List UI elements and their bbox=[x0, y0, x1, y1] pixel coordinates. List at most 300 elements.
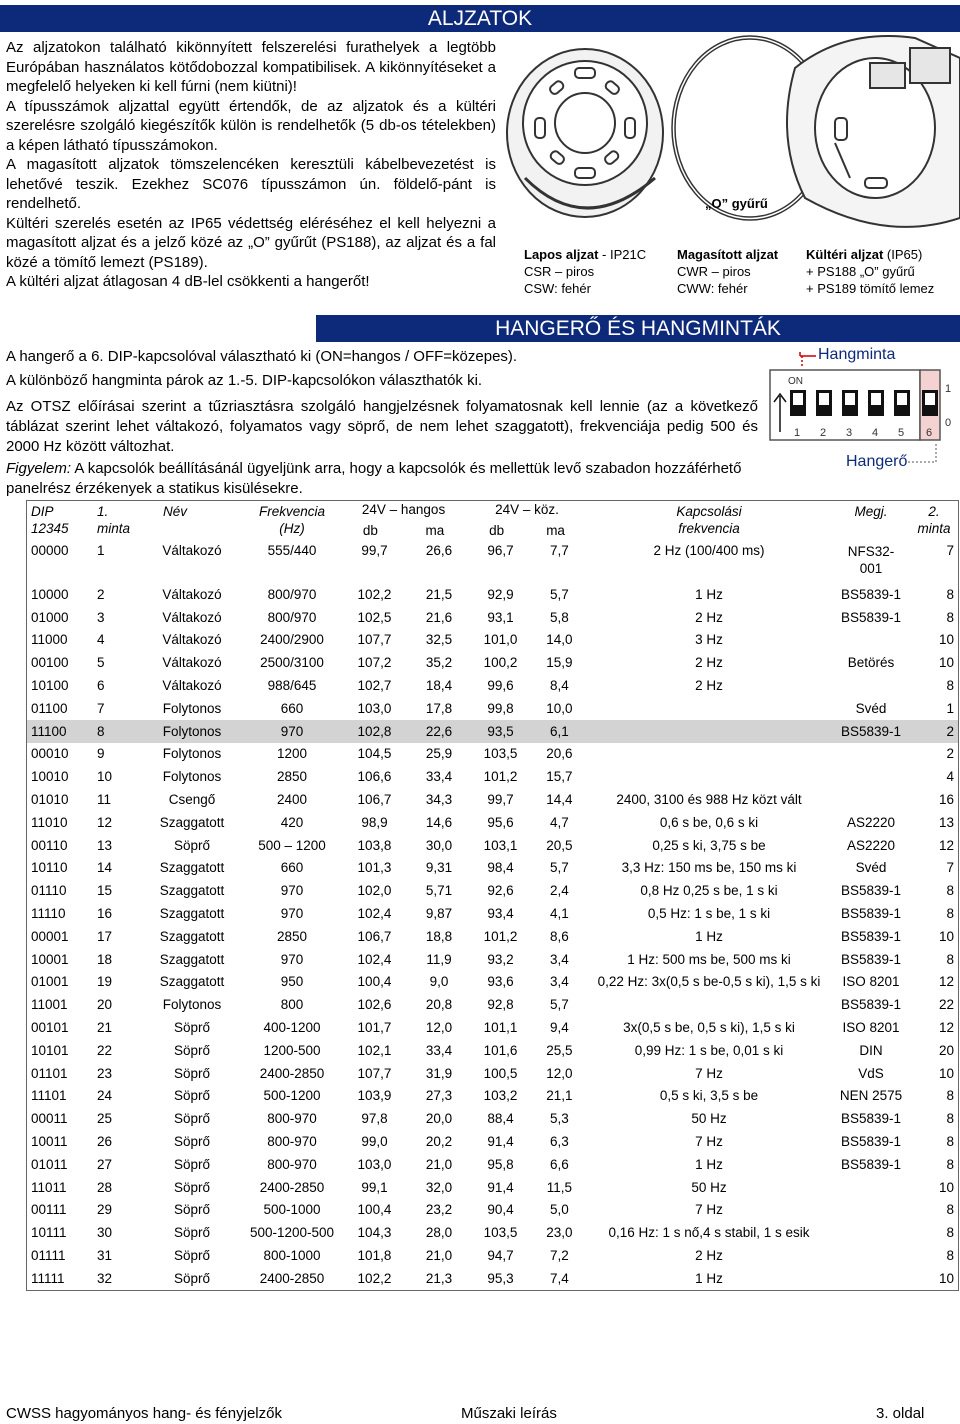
cell-ma-hangos: 9,87 bbox=[425, 906, 453, 922]
paragraph-block bbox=[6, 38, 496, 292]
cell-frekvencia: 500-1000 bbox=[263, 1202, 321, 1218]
dip-number-2: 2 bbox=[820, 427, 827, 439]
cell-minta1: 25 bbox=[97, 1111, 113, 1127]
cell-ma-hangos: 27,3 bbox=[425, 1088, 453, 1104]
cell-minta1: 10 bbox=[97, 769, 113, 785]
cell-dip: 10010 bbox=[31, 769, 69, 785]
cell-ma-koz: 12,0 bbox=[546, 1065, 573, 1081]
cell-megj: Betörés bbox=[847, 655, 895, 671]
caption-magasitott-line1: CWR – piros bbox=[677, 264, 751, 279]
cell-db-koz: 103,5 bbox=[483, 746, 518, 762]
cell-dip: 11101 bbox=[31, 1088, 67, 1104]
cell-db-hangos: 102,5 bbox=[357, 609, 392, 625]
paragraph-magasitott: A magasított aljzatok tömszelencéken keresztüli kábelbevezetést is lehetővé teszik. Ezekhez SC076 típusszámon ún. földelő-pánt is rendelhető. bbox=[6, 156, 496, 212]
cell-minta1: 3 bbox=[97, 609, 105, 625]
cell-db-koz: 93,2 bbox=[487, 951, 514, 967]
cell-dip: 00100 bbox=[31, 655, 69, 671]
cell-megj bbox=[832, 788, 910, 811]
cell-minta2: 4 bbox=[946, 769, 954, 785]
cell-kapcsolasi: 0,8 Hz 0,25 s be, 1 s ki bbox=[640, 883, 778, 899]
cell-dip: 00110 bbox=[31, 837, 68, 853]
cell-dip: 01100 bbox=[31, 700, 68, 716]
cell-ma-koz: 6,3 bbox=[550, 1134, 569, 1150]
cell-ma-koz: 8,4 bbox=[550, 678, 569, 694]
cell-minta2: 8 bbox=[946, 1134, 954, 1150]
caption-magasitott-line2: CWW: fehér bbox=[677, 281, 748, 296]
dip-number-3: 3 bbox=[846, 427, 853, 439]
cell-ma-koz: 5,3 bbox=[550, 1111, 569, 1127]
table-row bbox=[27, 720, 959, 743]
cell-db-hangos: 102,1 bbox=[357, 1042, 392, 1058]
cell-db-koz: 99,6 bbox=[487, 678, 514, 694]
cell-ma-koz: 21,1 bbox=[546, 1088, 573, 1104]
cell-db-koz: 93,5 bbox=[468, 720, 533, 743]
cell-minta1: 7 bbox=[97, 700, 105, 716]
cell-dip: 10110 bbox=[31, 860, 68, 876]
table-row bbox=[27, 971, 959, 994]
caption-lapos-line1: CSR – piros bbox=[524, 264, 595, 279]
cell-minta1: 20 bbox=[97, 997, 113, 1013]
cell-db-hangos: 102,2 bbox=[357, 1270, 392, 1286]
cell-minta2: 1 bbox=[946, 700, 954, 716]
col-header-minta1-l1: 1. bbox=[97, 504, 109, 519]
cell-db-hangos: 107,7 bbox=[357, 1065, 392, 1081]
cell-minta2: 8 bbox=[946, 1111, 954, 1127]
cell-ma-hangos: 20,2 bbox=[425, 1134, 453, 1150]
cell-db-koz: 88,4 bbox=[487, 1111, 514, 1127]
cell-megj: BS5839-1 bbox=[840, 951, 902, 967]
cell-ma-koz: 15,7 bbox=[546, 769, 573, 785]
hangero-line-1: A hangerő a 6. DIP-kapcsolóval választható ki (ON=hangos / OFF=közepes). bbox=[6, 348, 518, 365]
otsz-paragraph: Az OTSZ előírásai szerint a tűzriasztásra szolgáló hangjelzésnek folyamatosnak kell lennie (az a következő táblázat szerint lehet váltakozó, folyamatos vagy söprő, de nem lehet szaggatott), frekvenciája pedig 500 és 2000 Hz között változhat. bbox=[6, 398, 758, 455]
cell-ma-koz: 10,0 bbox=[546, 700, 573, 716]
cell-kapcsolasi: 0,99 Hz: 1 s be, 0,01 s ki bbox=[634, 1042, 784, 1058]
dip-number-6: 6 bbox=[926, 427, 933, 439]
cell-nev: Söprő bbox=[173, 1042, 211, 1058]
cell-minta2: 2 bbox=[946, 746, 954, 762]
cell-ma-koz: 3,4 bbox=[550, 951, 569, 967]
cell-kapcsolasi: 1 Hz bbox=[695, 1270, 723, 1286]
cell-nev: Söprő bbox=[173, 1020, 211, 1036]
cell-kapcsolasi bbox=[586, 720, 832, 743]
col-header-minta2-l1: 2. bbox=[928, 504, 940, 519]
cell-dip: 01010 bbox=[31, 792, 69, 808]
cell-megj: Svéd bbox=[855, 700, 887, 716]
cell-megj: BS5839-1 bbox=[840, 586, 902, 602]
cell-db-hangos: 103,9 bbox=[357, 1088, 392, 1104]
cell-dip: 10100 bbox=[31, 678, 69, 694]
cell-minta2: 8 bbox=[946, 1088, 954, 1104]
cell-dip: 10000 bbox=[31, 586, 69, 602]
cell-db-hangos: 106,7 bbox=[357, 928, 392, 944]
cell-frekvencia: 420 bbox=[280, 814, 304, 830]
cell-kapcsolasi: 0,5 s ki, 3,5 s be bbox=[659, 1088, 759, 1104]
cell-ma-koz: 4,1 bbox=[550, 906, 569, 922]
col-header-dip-l1: DIP bbox=[31, 504, 54, 519]
cell-kapcsolasi: 2 Hz bbox=[695, 678, 723, 694]
cell-nev: Szaggatott bbox=[159, 928, 225, 944]
cell-nev: Váltakozó bbox=[162, 609, 222, 625]
cell-nev: Folytonos bbox=[162, 997, 222, 1013]
cell-nev: Csengő bbox=[168, 792, 216, 808]
cell-ma-hangos: 9,0 bbox=[429, 974, 449, 990]
table-row bbox=[27, 811, 959, 834]
col-header-db-hangos: db bbox=[362, 523, 378, 538]
cell-frekvencia: 970 bbox=[280, 883, 304, 899]
caption-lapos-title: Lapos aljzat bbox=[524, 247, 599, 262]
cell-frekvencia: 500 – 1200 bbox=[258, 837, 326, 853]
cell-nev: Váltakozó bbox=[162, 543, 222, 558]
cell-nev: Folytonos bbox=[162, 769, 222, 785]
flat-base-image bbox=[507, 49, 663, 217]
cell-minta2: 10 bbox=[938, 632, 954, 648]
cell-minta1: 8 bbox=[93, 720, 139, 743]
cell-kapcsolasi: 1 Hz bbox=[695, 1156, 723, 1172]
cell-db-hangos: 106,6 bbox=[357, 769, 392, 785]
col-header-minta2 bbox=[910, 501, 959, 540]
cell-nev: Söprő bbox=[173, 1248, 211, 1263]
cell-ma-hangos: 26,6 bbox=[425, 543, 453, 558]
cell-minta1: 27 bbox=[97, 1156, 113, 1172]
section-title-aljzatok: ALJZATOK bbox=[0, 5, 960, 32]
table-row bbox=[27, 1130, 959, 1153]
cell-kapcsolasi: 0,5 Hz: 1 s be, 1 s ki bbox=[647, 906, 771, 922]
cell-minta1: 28 bbox=[97, 1179, 113, 1195]
cell-dip: 01001 bbox=[31, 974, 69, 990]
caption-lapos-code: - IP21C bbox=[598, 247, 647, 262]
table-row bbox=[27, 1107, 959, 1130]
cell-frekvencia: 800-970 bbox=[267, 1111, 317, 1127]
cell-db-koz: 99,7 bbox=[487, 792, 514, 808]
caption-lapos-line2: CSW: fehér bbox=[524, 281, 591, 296]
cell-ma-hangos: 35,2 bbox=[425, 655, 453, 671]
cell-kapcsolasi: 7 Hz bbox=[695, 1134, 723, 1150]
cell-nev: Folytonos bbox=[162, 700, 222, 716]
cell-ma-koz: 6,1 bbox=[533, 720, 586, 743]
col-header-hangos-label: 24V – hangos bbox=[361, 502, 446, 517]
cell-nev: Söprő bbox=[173, 1179, 211, 1195]
cell-kapcsolasi: 1 Hz bbox=[695, 586, 723, 602]
cell-db-hangos: 100,4 bbox=[357, 1202, 392, 1218]
cell-db-koz: 92,6 bbox=[487, 883, 514, 899]
cell-nev: Folytonos bbox=[139, 720, 245, 743]
section-title-hangero: HANGERŐ ÉS HANGMINTÁK bbox=[316, 315, 960, 342]
cell-ma-koz: 14,4 bbox=[546, 792, 573, 808]
cell-kapcsolasi: 50 Hz bbox=[691, 1179, 727, 1195]
cell-nev: Szaggatott bbox=[159, 883, 225, 899]
cell-kapcsolasi: 3 Hz bbox=[695, 632, 723, 648]
cell-ma-koz: 6,6 bbox=[550, 1156, 569, 1172]
cell-kapcsolasi: 2400, 3100 és 988 Hz közt vált bbox=[616, 792, 802, 808]
cell-dip: 10011 bbox=[31, 1134, 68, 1150]
cell-minta2: 10 bbox=[938, 1270, 954, 1286]
warning-paragraph bbox=[6, 459, 758, 499]
cell-frekvencia: 800 bbox=[280, 997, 304, 1013]
cell-db-hangos: 101,8 bbox=[357, 1248, 392, 1263]
table-row bbox=[27, 583, 959, 606]
cell-minta2: 20 bbox=[938, 1042, 954, 1058]
cell-kapcsolasi: 3,3 Hz: 150 ms be, 150 ms ki bbox=[621, 860, 797, 876]
cell-megj: BS5839-1 bbox=[840, 883, 902, 899]
dip-number-1: 1 bbox=[794, 427, 801, 439]
table-row bbox=[27, 629, 959, 652]
dip-side-0: 0 bbox=[945, 417, 952, 429]
cell-nev: Söprő bbox=[173, 1088, 211, 1104]
table-row bbox=[27, 1244, 959, 1267]
cell-dip: 01110 bbox=[31, 883, 67, 899]
cell-db-hangos: 102,8 bbox=[339, 720, 410, 743]
cell-frekvencia: 2850 bbox=[276, 928, 308, 944]
cell-minta2: 13 bbox=[938, 814, 954, 830]
col-header-kapcs-l2: frekvencia bbox=[678, 521, 740, 536]
cell-db-hangos: 104,5 bbox=[357, 746, 392, 762]
cell-nev: Folytonos bbox=[162, 746, 222, 762]
cell-megj bbox=[832, 1267, 910, 1290]
cell-kapcsolasi: 3x(0,5 s be, 0,5 s ki), 1,5 s ki bbox=[623, 1020, 795, 1036]
cell-kapcsolasi: 0,22 Hz: 3x(0,5 s be-0,5 s ki), 1,5 s ki bbox=[597, 974, 821, 990]
cell-megj: NFS32- 001 bbox=[847, 544, 895, 576]
cell-ma-koz: 5,7 bbox=[550, 997, 569, 1013]
table-row bbox=[27, 539, 959, 583]
cell-megj bbox=[832, 1244, 910, 1267]
cell-db-koz: 90,4 bbox=[487, 1202, 514, 1218]
cell-frekvencia: 555/440 bbox=[267, 543, 317, 558]
cell-megj: BS5839-1 bbox=[840, 906, 902, 922]
cell-frekvencia: 660 bbox=[280, 860, 304, 876]
cell-ma-hangos: 9,31 bbox=[425, 860, 453, 876]
cell-kapcsolasi: 7 Hz bbox=[695, 1202, 723, 1218]
cell-minta2: 8 bbox=[946, 883, 954, 899]
cell-minta2: 8 bbox=[946, 678, 954, 694]
cell-db-koz: 101,1 bbox=[483, 1020, 518, 1036]
caption-kulteri-aljzat bbox=[806, 246, 934, 297]
cell-nev: Söprő bbox=[173, 1156, 211, 1172]
cell-megj: BS5839-1 bbox=[840, 609, 902, 625]
table-row bbox=[27, 1221, 959, 1244]
cell-ma-hangos: 17,8 bbox=[425, 700, 453, 716]
caption-kulteri-title: Kültéri aljzat bbox=[806, 247, 884, 262]
cell-ma-hangos: 32,0 bbox=[425, 1179, 453, 1195]
cell-frekvencia: 970 bbox=[245, 720, 339, 743]
cell-db-hangos: 103,0 bbox=[357, 700, 392, 716]
cell-ma-hangos: 21,3 bbox=[425, 1270, 453, 1286]
cell-minta1: 15 bbox=[97, 883, 113, 899]
cell-dip: 10101 bbox=[31, 1042, 69, 1058]
cell-frekvencia: 800-970 bbox=[267, 1156, 317, 1172]
cell-kapcsolasi: 7 Hz bbox=[695, 1065, 723, 1081]
cell-nev: Váltakozó bbox=[162, 586, 222, 602]
cell-db-koz: 103,5 bbox=[483, 1225, 518, 1241]
cell-minta2: 8 bbox=[946, 1225, 954, 1241]
cell-minta2: 8 bbox=[946, 906, 954, 922]
table-row bbox=[27, 765, 959, 788]
cell-ma-hangos: 12,0 bbox=[425, 1020, 453, 1036]
cell-minta2: 10 bbox=[938, 655, 954, 671]
cell-ma-hangos: 21,0 bbox=[425, 1248, 453, 1263]
cell-db-koz: 98,4 bbox=[487, 860, 514, 876]
cell-ma-koz: 5,7 bbox=[550, 586, 569, 602]
cell-megj bbox=[832, 674, 910, 697]
cell-dip: 00010 bbox=[31, 746, 69, 762]
cell-megj: AS2220 bbox=[846, 837, 896, 853]
dip-number-4: 4 bbox=[872, 427, 879, 439]
cell-ma-hangos: 18,4 bbox=[425, 678, 453, 694]
footer-left: CWSS hagyományos hang- és fényjelzők bbox=[6, 1405, 282, 1422]
cell-megj: BS5839-1 bbox=[840, 1111, 902, 1127]
cell-minta1: 14 bbox=[97, 860, 113, 876]
cell-megj bbox=[832, 1199, 910, 1222]
footer-center: Műszaki leírás bbox=[461, 1405, 557, 1422]
cell-nev: Söprő bbox=[173, 837, 211, 853]
col-header-koz-label: 24V – köz. bbox=[495, 502, 559, 517]
cell-ma-hangos: 28,0 bbox=[425, 1225, 453, 1241]
cell-frekvencia: 950 bbox=[280, 974, 304, 990]
cell-ma-koz: 4,7 bbox=[550, 814, 569, 830]
cell-ma-koz: 2,4 bbox=[550, 883, 569, 899]
caption-kulteri-line1: + PS188 „O” gyűrű bbox=[806, 264, 915, 279]
cell-kapcsolasi: 50 Hz bbox=[691, 1111, 727, 1127]
cell-nev: Söprő bbox=[173, 1111, 211, 1127]
cell-ma-hangos: 33,4 bbox=[425, 769, 453, 785]
cell-frekvencia: 1200 bbox=[276, 746, 308, 762]
cell-ma-hangos: 14,6 bbox=[425, 814, 453, 830]
cell-ma-hangos: 21,5 bbox=[425, 586, 453, 602]
cell-minta1: 1 bbox=[97, 543, 105, 558]
cell-frekvencia: 800/970 bbox=[267, 586, 317, 602]
col-header-dip-l2: 12345 bbox=[31, 521, 69, 536]
cell-frekvencia: 800-970 bbox=[267, 1134, 317, 1150]
cell-ma-hangos: 32,5 bbox=[425, 632, 453, 648]
cell-ma-koz: 7,4 bbox=[550, 1270, 569, 1286]
cell-kapcsolasi: 1 Hz bbox=[695, 928, 723, 944]
cell-db-koz: 101,2 bbox=[483, 769, 518, 785]
cell-db-hangos: 102,2 bbox=[357, 586, 392, 602]
cell-ma-koz: 9,4 bbox=[550, 1020, 569, 1036]
dip-side-1: 1 bbox=[945, 383, 952, 395]
cell-dip: 11000 bbox=[31, 632, 68, 648]
cell-db-hangos: 99,1 bbox=[361, 1179, 388, 1195]
cell-minta1: 24 bbox=[97, 1088, 113, 1104]
table-row bbox=[27, 1039, 959, 1062]
cell-minta1: 9 bbox=[97, 746, 105, 762]
paragraph-hangero-csokkenes: A kültéri aljzat átlagosan 4 dB-lel csökkenti a hangerőt! bbox=[6, 273, 370, 290]
cell-db-hangos: 102,4 bbox=[357, 951, 392, 967]
cell-db-hangos: 106,7 bbox=[357, 792, 392, 808]
dip-switch-diagram bbox=[768, 352, 960, 470]
table-row bbox=[27, 788, 959, 811]
cell-db-hangos: 101,3 bbox=[357, 860, 392, 876]
cell-frekvencia: 500-1200 bbox=[263, 1088, 321, 1104]
cell-kapcsolasi: 2 Hz bbox=[695, 609, 723, 625]
cell-kapcsolasi bbox=[586, 765, 832, 788]
cell-db-koz: 103,1 bbox=[483, 837, 518, 853]
table-row bbox=[27, 1062, 959, 1085]
cell-nev: Szaggatott bbox=[159, 951, 225, 967]
cell-db-hangos: 104,3 bbox=[357, 1225, 392, 1241]
paragraph-kulteri: Kültéri szerelés esetén az IP65 védettség eléréséhez el kell helyezni a magasított aljzat és a jelző közé az „O” gyűrűt (PS188), az aljzat és a fal közé a tömítő lemezt (PS189). bbox=[6, 214, 496, 271]
cell-ma-koz: 7,2 bbox=[550, 1248, 569, 1263]
cell-kapcsolasi: 2 Hz bbox=[695, 1248, 723, 1263]
cell-db-hangos: 97,8 bbox=[361, 1111, 388, 1127]
cell-ma-hangos: 20,8 bbox=[425, 997, 453, 1013]
cell-nev: Szaggatott bbox=[159, 814, 225, 830]
cell-frekvencia: 970 bbox=[280, 906, 304, 922]
cell-dip: 01101 bbox=[31, 1065, 68, 1081]
warning-text: A kapcsolók beállításánál ügyeljünk arra, hogy a kapcsolók és mellettük levő szabadon hozzáférhető panelrész érzékenyek a statikus kisülésekre. bbox=[6, 460, 742, 497]
cell-minta2: 8 bbox=[946, 1202, 954, 1218]
col-header-frek-l2: (Hz) bbox=[279, 521, 305, 536]
cell-db-koz: 101,2 bbox=[483, 928, 518, 944]
cell-megj: AS2220 bbox=[846, 814, 896, 830]
cell-dip: 11011 bbox=[31, 1179, 67, 1195]
caption-magasitott-title: Magasított aljzat bbox=[677, 247, 779, 262]
cell-minta2: 8 bbox=[946, 951, 954, 967]
cell-dip: 01111 bbox=[31, 1248, 66, 1263]
cell-ma-koz: 11,5 bbox=[546, 1179, 573, 1195]
cell-frekvencia: 400-1200 bbox=[263, 1020, 321, 1036]
cell-ma-hangos: 30,0 bbox=[425, 837, 453, 853]
cell-minta1: 22 bbox=[97, 1042, 113, 1058]
cell-nev: Söprő bbox=[173, 1270, 211, 1286]
cell-ma-koz: 14,0 bbox=[546, 632, 573, 648]
cell-dip: 01011 bbox=[31, 1156, 68, 1172]
cell-ma-koz: 15,9 bbox=[546, 655, 573, 671]
cell-ma-hangos: 31,9 bbox=[425, 1065, 453, 1081]
cell-db-koz: 101,0 bbox=[483, 632, 518, 648]
cell-nev: Szaggatott bbox=[159, 860, 225, 876]
col-header-minta1 bbox=[93, 501, 139, 540]
outdoor-base-image bbox=[787, 36, 960, 227]
cell-ma-koz: 3,4 bbox=[550, 974, 569, 990]
cell-db-koz: 94,7 bbox=[487, 1248, 514, 1263]
cell-frekvencia: 2400-2850 bbox=[259, 1065, 325, 1081]
cell-db-koz: 95,6 bbox=[487, 814, 514, 830]
cell-ma-koz: 25,5 bbox=[546, 1042, 573, 1058]
cell-minta1: 2 bbox=[97, 586, 105, 602]
cell-kapcsolasi: 0,6 s be, 0,6 s ki bbox=[659, 814, 759, 830]
cell-ma-hangos: 18,8 bbox=[425, 928, 453, 944]
caption-kulteri-code: (IP65) bbox=[883, 247, 923, 262]
cell-megj bbox=[832, 629, 910, 652]
cell-frekvencia: 660 bbox=[280, 700, 304, 716]
cell-nev: Váltakozó bbox=[162, 655, 222, 671]
table-row bbox=[27, 834, 959, 857]
cell-nev: Váltakozó bbox=[162, 632, 222, 648]
cell-dip: 10001 bbox=[31, 951, 69, 967]
cell-minta1: 11 bbox=[97, 792, 112, 808]
cell-minta1: 5 bbox=[97, 655, 105, 671]
cell-frekvencia: 2400-2850 bbox=[259, 1179, 325, 1195]
cell-db-hangos: 102,7 bbox=[357, 678, 392, 694]
cell-db-hangos: 99,7 bbox=[361, 543, 388, 558]
cell-minta1: 32 bbox=[97, 1270, 113, 1286]
cell-db-koz: 95,3 bbox=[487, 1270, 514, 1286]
cell-minta1: 6 bbox=[97, 678, 105, 694]
cell-ma-koz: 5,0 bbox=[550, 1202, 569, 1218]
col-header-megj: Megj. bbox=[854, 504, 888, 519]
o-ring-label: „O” gyűrű bbox=[705, 196, 768, 211]
cell-dip: 00000 bbox=[31, 543, 69, 558]
cell-db-koz: 101,6 bbox=[483, 1042, 518, 1058]
cell-ma-koz: 20,5 bbox=[546, 837, 573, 853]
table-row bbox=[27, 674, 959, 697]
col-header-kapcs-l1: Kapcsolási bbox=[676, 504, 742, 519]
cell-frekvencia: 2400 bbox=[276, 792, 308, 808]
cell-db-hangos: 99,0 bbox=[361, 1134, 388, 1150]
hangminta-label: Hangminta bbox=[818, 346, 896, 363]
cell-frekvencia: 500-1200-500 bbox=[249, 1225, 335, 1241]
table-row bbox=[27, 1085, 959, 1108]
